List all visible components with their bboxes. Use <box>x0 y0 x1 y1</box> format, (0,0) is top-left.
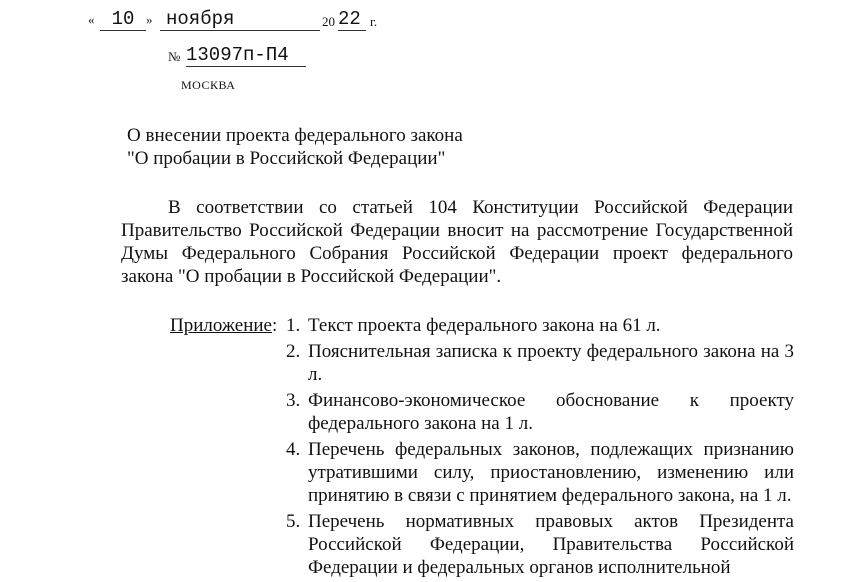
body-paragraph: В соответствии со статьей 104 Конституции Российской Федерации Правительство Российской Федерации вносит на рассмотрение Государственной Думы Федерального Собрания Российской Федерации проект федерального закона "О пробации в Российской Федерации". <box>121 197 793 287</box>
attachments-label-colon: : <box>271 315 278 336</box>
list-item-number: 3. <box>286 390 301 411</box>
list-item <box>286 438 794 507</box>
attachments-list <box>286 314 794 582</box>
number-sign: № <box>168 49 181 64</box>
list-item-number: 5. <box>286 511 301 532</box>
list-item-number: 2. <box>286 341 301 362</box>
attachments-label-text: Приложение <box>170 315 272 336</box>
list-item <box>286 340 794 386</box>
date-year-abbr: г. <box>370 14 378 29</box>
date-month: ноября <box>160 8 320 31</box>
city-label: МОСКВА <box>181 78 236 92</box>
date-day: 10 <box>100 8 146 31</box>
date-year-prefix: 20 <box>322 14 335 29</box>
list-item-text: Перечень нормативных правовых актов Президента Российской Федерации, Правительства Российской Федерации и федеральных органов исполнительной <box>308 511 794 578</box>
date-quote-close: » <box>146 12 153 27</box>
list-item <box>286 510 794 579</box>
document-subject <box>127 124 463 170</box>
list-item-number: 4. <box>286 439 301 460</box>
date-year-suffix: 22 <box>338 8 366 31</box>
list-item <box>286 314 794 337</box>
list-item-text: Перечень федеральных законов, подлежащих признанию утратившими силу, приостановлению, изменению или принятию в связи с принятием федерального закона, на 1 л. <box>308 439 794 506</box>
list-item-text: Текст проекта федерального закона на 61 л. <box>308 315 661 336</box>
list-item-text: Пояснительная записка к проекту федерального закона на 3 л. <box>308 341 794 385</box>
attachments-label <box>170 314 277 337</box>
subject-line-1: О внесении проекта федерального закона <box>127 125 463 146</box>
list-item <box>286 389 794 435</box>
document-number: 13097п-П4 <box>186 44 306 67</box>
subject-line-2: "О пробации в Российской Федерации" <box>127 148 446 169</box>
list-item-number: 1. <box>286 315 301 336</box>
list-item-text: Финансово-экономическое обоснование к проекту федерального закона на 1 л. <box>308 390 794 434</box>
date-quote-open: « <box>88 12 95 27</box>
